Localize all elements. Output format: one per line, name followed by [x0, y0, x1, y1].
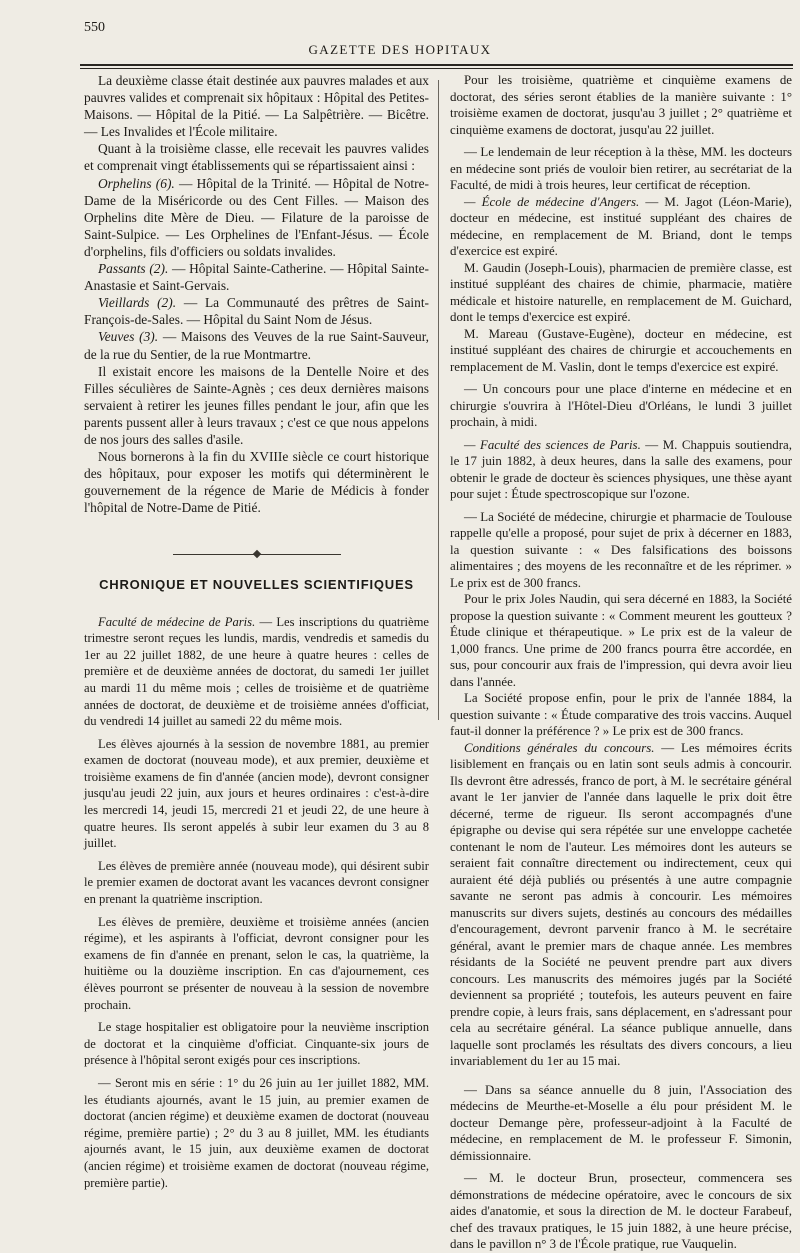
paragraph-body: — Les mémoires écrits lisiblement en français ou en latin sont seuls admis à concourir. Ils devront être adressés, franco de port, à M. le secrétaire général avant le 1er janvier de l'année dans laquelle le prix doit être décerné, terme de rigueur. Ils seront accompagnés d'une épigraphe ou devise qui sera répétée sur une enveloppe cachetée contenant le nom de l'auteur. Les mémoires dont les auteurs se seraient fait connaître directement ou indirectement, ceux qui auraient été déjà publiés ou présentés à une autre compagnie savante ne seront pas admis à concourir. Les mémoires manuscrits sur divers sujets, destinés au concours des médailles d'encouragement, devront parvenir franco à M. le secrétaire général, avant le premier mars de chaque année. Les membres résidants de la Société ne peuvent prendre part aux divers concours. Les manuscrits des mémoires jugés par la Société deviennent sa propriété ; toutefois, les auteurs peuvent en faire prendre copie, à leurs frais, sans déplacement, en s'adressant pour cela au secrétaire général. La séance publique annuelle, dans laquelle sont proclamés les résultats des divers concours, a lieu invariablement du 1er au 15 mai. [450, 740, 792, 1068]
running-title: GAZETTE DES HOPITAUX [308, 42, 492, 57]
paragraph-lead: Vieillards (2). [98, 295, 177, 311]
section-title: CHRONIQUE ET NOUVELLES SCIENTIFIQUES [99, 577, 414, 593]
paragraph-body: — M. Jagot (Léon-Marie), docteur en médecine, est institué suppléant des chaires de médecine, en remplacement de M. Briand, dont le temps d'exercice est expiré. [450, 194, 792, 258]
paragraph-lead: — École de médecine d'Angers. [464, 194, 640, 209]
paragraph: Il existait encore les maisons de la Dentelle Noire et des Filles séculières de Sainte-Agnès ; ces deux dernières maisons servaient à retirer les jeunes filles pendant le jour, afin que les parents pussent aller à leurs travaux ; c'est ce que nous appelons de nos jours des salles d'asile. [84, 363, 429, 447]
paragraph-body: — Les inscriptions du quatrième trimestre seront reçues les lundis, mardis, vendredis et samedis du 1er au 22 juillet 1882, de une heure à quatre heures : celles de première et de deuxième années de doctorat, du samedi 1er juillet au mardi 11 du même mois ; celles de troisième et de quatrième années de doctorat, de deuxième et de troisième années d'officiat, du vendredi 14 juillet au samedi 22 du même mois. [84, 614, 429, 729]
paragraph: — La Société de médecine, chirurgie et pharmacie de Toulouse rappelle qu'elle a proposé, pour sujet de prix à décerner en 1883, la question suivante : « Des falsifications des boissons alimentaires ; des moyens de les reconnaître et de les réprimer. » Le prix est de 300 francs. [450, 509, 792, 590]
paragraph: La Société propose enfin, pour le prix de l'année 1884, la question suivante : « Étude comparative des trois vaccins. Auquel faut-il donner la préférence ? » Le prix est de 300 francs. [450, 691, 792, 738]
paragraph: Quant à la troisième classe, elle recevait les pauvres valides et comprenait vingt établissements qui se répartissaient ainsi : [84, 141, 429, 174]
header-rule-thick [80, 64, 793, 66]
paragraph: La deuxième classe était destinée aux pauvres malades et aux pauvres valides et comprenait six hôpitaux : Hôpital des Petites-Maisons. — Hôpital de la Pitié. — La Salpêtrière. — Bicêtre. — Les Invalides et l'École militaire. [84, 73, 429, 140]
paragraph [84, 260, 429, 294]
paragraph: Nous bornerons à la fin du XVIIIe siècle ce court historique des hôpitaux, pour exposer les motifs qui déterminèrent le gouvernement de la régence de Marie de Médicis à fonder l'hôpital de Notre-Dame de Pitié. [84, 449, 429, 516]
paragraph: M. Mareau (Gustave-Eugène), docteur en médecine, est institué suppléant des chaires de chirurgie et accouchements en remplacement de M. Vaslin, dont le temps d'exercice est expiré. [450, 326, 792, 374]
paragraph-lead: Conditions générales du concours. [464, 740, 655, 755]
column-divider [438, 80, 439, 720]
paragraph: M. Gaudin (Joseph-Louis), pharmacien de première classe, est institué suppléant des chaires de chimie, pharmacie, matière médicale et histoire naturelle, en remplacement de M. Guichard, dont le temps d'exercice est expiré. [450, 260, 792, 324]
section-separator [173, 550, 341, 558]
page-number: 550 [84, 20, 105, 35]
paragraph [84, 175, 429, 260]
paragraph-lead: Orphelins (6). [98, 175, 175, 191]
paragraph-body: — Hôpital Sainte-Catherine. — Hôpital Sainte-Anastasie et Saint-Gervais. [84, 261, 429, 294]
paragraph [450, 740, 792, 1070]
paragraph: — Dans sa séance annuelle du 8 juin, l'Association des médecins de Meurthe-et-Moselle a élu pour président M. le docteur Demange père, professeur-adjoint à la Faculté de médecine, en remplacement de M. le professeur F. Simonin, démissionnaire. [450, 1082, 792, 1163]
paragraph: — M. le docteur Brun, prosecteur, commencera ses démonstrations de médecine opératoire, avec le concours de six aides d'anatomie, et sous la direction de M. le docteur Farabeuf, chef des travaux pratiques, le 15 juin 1882, à une heure précise, dans le pavillon n° 3 de l'École pratique, rue Vauquelin. [450, 1171, 792, 1251]
paragraph [84, 614, 429, 730]
paragraph-body: — Maisons des Veuves de la rue Saint-Sauveur, de la rue du Sentier, de la rue Montmartre. [84, 329, 429, 362]
paragraph [84, 294, 429, 328]
paragraph: Pour les troisième, quatrième et cinquième examens de doctorat, des séries seront établies de la manière suivante : 1° troisième examen de doctorat, jusqu'au 3 juillet ; 2° quatrième et cinquième examens de doctorat, jusqu'au 22 juillet. [450, 73, 792, 137]
paragraph-lead: Faculté de médecine de Paris. [98, 614, 256, 629]
paragraph: — Un concours pour une place d'interne en médecine et en chirurgie s'ouvrira à l'Hôtel-Dieu d'Orléans, le lundi 3 juillet prochain, à midi. [450, 382, 792, 429]
left-column [84, 72, 429, 1191]
paragraph: Les élèves de première, deuxième et troisième années (ancien régime), et les aspirants à l'officiat, devront consigner pour les examens de fin d'année en prenant, selon le cas, la quatrième, la huitième ou la douzième inscription. En cas d'ajournement, ces élèves pourront se présenter de nouveau à la session de novembre prochain. [84, 914, 429, 1012]
right-column [450, 72, 792, 1253]
paragraph-body: — Hôpital de la Trinité. — Hôpital de Notre-Dame de la Miséricorde ou des Cent Filles. — Maison des Orphelins dite Mère de Dieu. — Filature de la paroisse de Saint-Sulpice. — Les Orphelines de l'Enfant-Jésus. — École d'orphelins, fils d'officiers ou soldats invalides. [84, 175, 429, 259]
paragraph: — Le lendemain de leur réception à la thèse, MM. les docteurs en médecine sont priés de vouloir bien retirer, au secrétariat de la Faculté, de midi à trois heures, leur certificat de réception. [450, 145, 792, 192]
paragraph: — Seront mis en série : 1° du 26 juin au 1er juillet 1882, MM. les étudiants ajournés, avant le 15 juin, au premier examen de doctorat (ancien régime) et deuxième examen de doctorat (nouveau régime, première partie) ; 2° du 3 au 8 juillet, MM. les étudiants ajournés avant, le 15 juin, aux deuxième examen de doctorat (ancien régime) et troisième examen de doctorat (nouveau régime, première partie). [84, 1075, 429, 1190]
paragraph: Les élèves de première année (nouveau mode), qui désirent subir le premier examen de doctorat avant les vacances devront consigner en prenant la quatrième inscription. [84, 858, 429, 907]
header-rule-thin [80, 68, 793, 69]
paragraph: Le stage hospitalier est obligatoire pour la neuvième inscription de doctorat et la cinquième d'officiat. Cinquante-six jours de présence à l'hôpital seront exigés pour ces inscriptions. [84, 1020, 429, 1068]
paragraph [450, 437, 792, 503]
paragraph-lead: — Faculté des sciences de Paris. [464, 437, 641, 452]
paragraph-lead: Veuves (3). [98, 329, 159, 345]
paragraph-body: — M. Chappuis soutiendra, le 17 juin 1882, à deux heures, dans la salle des examens, pour obtenir le grade de docteur ès sciences physiques, une thèse ayant pour sujet : Étude spectroscopique sur l'ozone. [450, 437, 792, 501]
paragraph-body: — La Communauté des prêtres de Saint-François-de-Sales. — Hôpital du Saint Nom de Jésus. [84, 295, 429, 328]
paragraph [84, 328, 429, 362]
paragraph-lead: Passants (2). [98, 261, 169, 277]
paragraph: Pour le prix Joles Naudin, qui sera décerné en 1883, la Société propose la question suivante : « Comment meurent les goutteux ? Étude clinique et thérapeutique. » Le prix est de la valeur de 1,000 francs. Une prime de 200 francs pourra être accordée, en sus, pour concourir aux frais de l'impression, qui devra avoir lieu dans l'année. [450, 592, 792, 689]
paragraph: Les élèves ajournés à la session de novembre 1881, au premier examen de doctorat (nouveau mode), et aux premier, deuxième et troisième examens de fin d'année (ancien mode), devront consigner jusqu'au jeudi 22 juin, aux jours et heures ordinaires : c'est-à-dire les mercredi 14, jeudi 15, mercredi 21 et jeudi 22, de une heure à quatre heures. Ils seront appelés à subir leur examen du 3 au 8 juillet. [84, 736, 429, 851]
paragraph [450, 194, 792, 260]
